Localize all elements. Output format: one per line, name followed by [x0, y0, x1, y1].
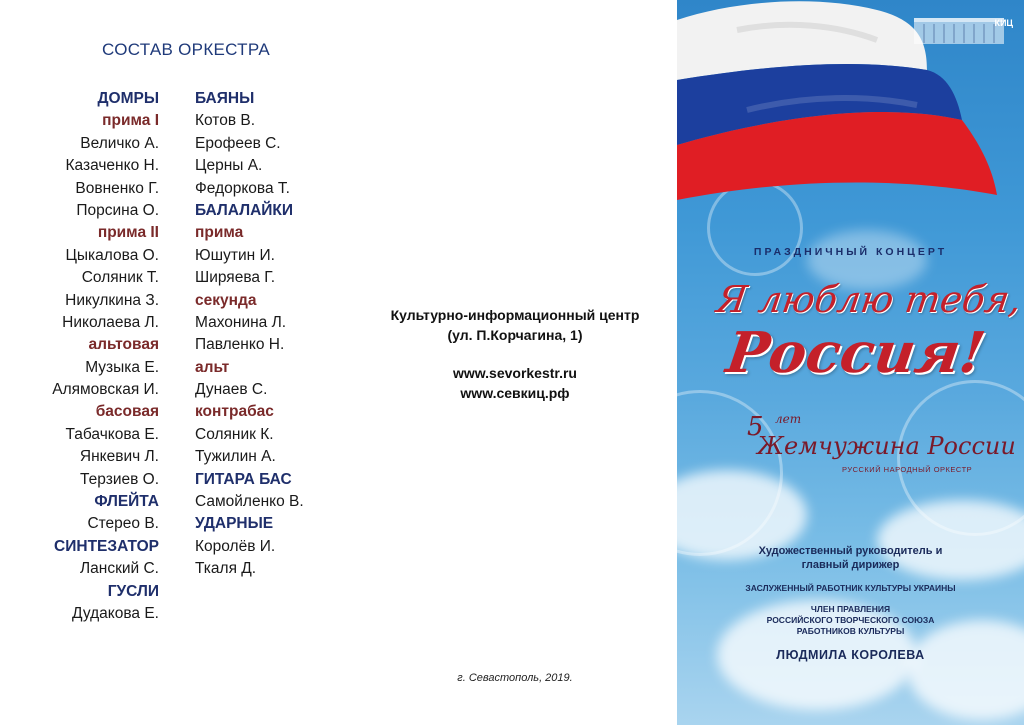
cover-panel: [677, 0, 1024, 725]
musician-name: Порсина О.: [76, 201, 159, 219]
city-year: г. Севастополь, 2019.: [457, 672, 573, 684]
musician-name: Федоркова Т.: [195, 179, 290, 197]
website-link-1[interactable]: www.sevorkestr.ru: [453, 365, 577, 381]
musician-name: Ширяева Г.: [195, 269, 276, 287]
orchestra-subtitle: РУССКИЙ НАРОДНЫЙ ОРКЕСТР: [842, 465, 973, 474]
musician-name: Никулкина З.: [65, 291, 159, 309]
musician-name: Соляник К.: [195, 425, 274, 443]
musician-name: Павленко Н.: [195, 336, 285, 354]
anniversary-word: лет: [775, 412, 802, 426]
musician-name: Дудакова Е.: [72, 604, 159, 622]
musician-name: Королёв И.: [195, 537, 276, 555]
musician-name: Дунаев С.: [195, 381, 268, 399]
musician-name: Церны А.: [195, 157, 263, 175]
instrument-subsection: басовая: [95, 403, 159, 421]
venue-address: (ул. П.Корчагина, 1): [447, 327, 583, 343]
anniversary-number: 5: [747, 412, 764, 442]
venue-name: Культурно-информационный центр: [390, 307, 640, 323]
musician-name: Музыка Е.: [85, 358, 159, 376]
instrument-section: ФЛЕЙТА: [94, 493, 159, 511]
conductor-name: ЛЮДМИЛА КОРОЛЕВА: [776, 648, 925, 662]
musician-name: Алямовская И.: [52, 381, 159, 399]
musician-name: Николаева Л.: [62, 313, 159, 331]
musician-name: Величко А.: [80, 134, 159, 152]
instrument-section: ГИТАРА БАС: [195, 470, 292, 488]
instrument-subsection: секунда: [195, 291, 257, 309]
instrument-subsection: прима II: [97, 224, 159, 242]
title-line-2: Россия!: [722, 320, 990, 386]
musician-name: Соляник Т.: [81, 269, 159, 287]
instrument-section: ДОМРЫ: [97, 90, 159, 107]
musician-name: Табачкова Е.: [65, 425, 159, 443]
instrument-subsection: альт: [195, 358, 230, 376]
musician-name: Ланский С.: [79, 560, 159, 578]
concert-label: ПРАЗДНИЧНЫЙ КОНЦЕРТ: [753, 246, 948, 258]
role-line-2: главный дирижер: [801, 559, 900, 571]
orchestra-title: СОСТАВ ОРКЕСТРА: [102, 40, 271, 59]
instrument-subsection: прима I: [102, 112, 159, 130]
board-line-3: РАБОТНИКОВ КУЛЬТУРЫ: [796, 626, 905, 636]
musician-name: Стерео В.: [87, 515, 159, 533]
musician-name: Котов В.: [195, 112, 256, 130]
musician-name: Тужилин А.: [195, 448, 276, 466]
musician-name: Самойленко В.: [195, 493, 304, 511]
musician-name: Вовненко Г.: [75, 179, 159, 197]
instrument-section: ГУСЛИ: [107, 582, 159, 600]
musician-name: Ткаля Д.: [195, 560, 257, 578]
logo-text: КИЦ: [994, 18, 1013, 28]
instrument-section: БАЯНЫ: [195, 90, 255, 107]
musician-name: Терзиев О.: [80, 470, 159, 488]
instrument-section: БАЛАЛАЙКИ: [195, 201, 294, 219]
musician-name: Махонина Л.: [195, 313, 287, 331]
role-line-1: Художественный руководитель и: [758, 545, 943, 557]
board-line-2: РОССИЙСКОГО ТВОРЧЕСКОГО СОЮЗА: [766, 615, 935, 625]
website-link-2[interactable]: www.севкиц.рф: [460, 385, 570, 401]
musician-name: Казаченко Н.: [65, 157, 159, 175]
instrument-subsection: прима: [195, 224, 244, 242]
board-line-1: ЧЛЕН ПРАВЛЕНИЯ: [810, 604, 891, 614]
role-text: [677, 544, 1024, 572]
instrument-subsection: альтовая: [88, 336, 159, 354]
board-text: [677, 604, 1024, 637]
roster-left-column: [0, 88, 159, 625]
orchestra-name: Жемчужина России: [757, 432, 1016, 460]
musician-name: Ерофеев С.: [195, 134, 281, 152]
kits-logo: [909, 8, 1019, 53]
musician-name: Янкевич Л.: [79, 448, 159, 466]
title-line-1: Я люблю тебя,: [713, 278, 1024, 321]
instrument-section: СИНТЕЗАТОР: [54, 537, 159, 555]
building-icon: [909, 8, 1019, 53]
honor-text: ЗАСЛУЖЕННЫЙ РАБОТНИК КУЛЬТУРЫ УКРАИНЫ: [745, 583, 956, 593]
instrument-section: УДАРНЫЕ: [195, 515, 274, 533]
musician-name: Цыкалова О.: [65, 246, 159, 264]
musician-name: Юшутин И.: [195, 246, 275, 264]
instrument-subsection: контрабас: [195, 403, 274, 421]
